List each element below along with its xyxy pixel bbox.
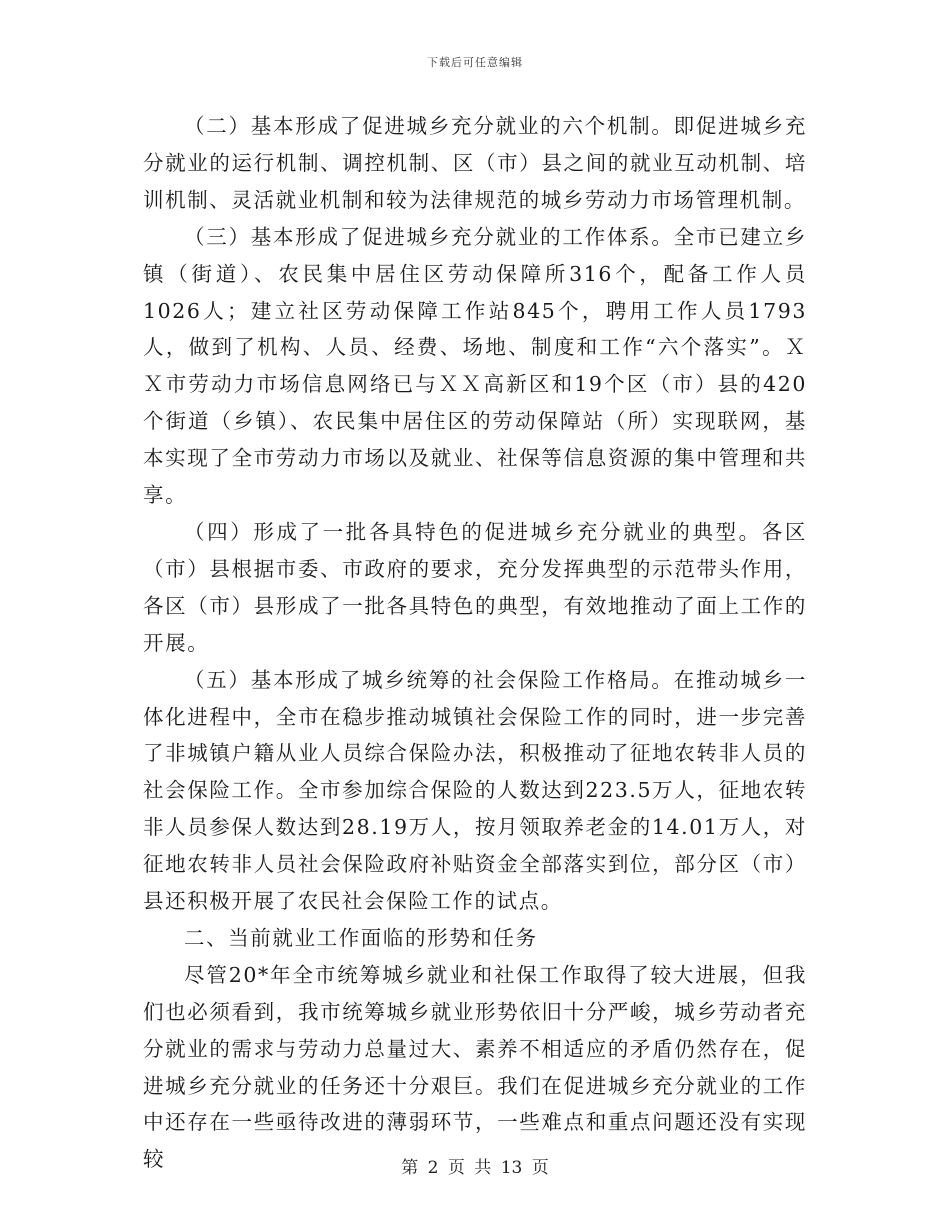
document-body (143, 108, 807, 1178)
paragraph-social-insurance: （五）基本形成了城乡统筹的社会保险工作格局。在推动城乡一体化进程中，全市在稳步推动城镇社会保险工作的同时，进一步完善了非城镇户籍从业人员综合保险办法，积极推动了征地农转非人员的社会保险工作。全市参加综合保险的人数达到223.5万人，征地农转非人员参保人数达到28.19万人，按月领取养老金的14.01万人，对征地农转非人员社会保险政府补贴资金全部落实到位，部分区（市）县还积极开展了农民社会保险工作的试点。 (143, 667, 807, 914)
paragraph-current-situation: 尽管20*年全市统筹城乡就业和社保工作取得了较大进展，但我们也必须看到，我市统筹城乡就业形势依旧十分严峻，城乡劳动者充分就业的需求与劳动力总量过大、素养不相适应的矛盾仍然存在，促进城乡充分就业的任务还十分艰巨。我们在促进城乡充分就业的工作中还存在一些亟待改进的薄弱环节，一些难点和重点问题还没有实现较 (143, 962, 807, 1172)
section-heading: 二、当前就业工作面临的形势和任务 (184, 925, 538, 950)
page-number: 第 2 页 共 13 页 (401, 1158, 549, 1178)
paragraph-mechanisms: （二）基本形成了促进城乡充分就业的六个机制。即促进城乡充分就业的运行机制、调控机制、区（市）县之间的就业互动机制、培训机制、灵活就业机制和较为法律规范的城乡劳动力市场管理机制。 (143, 114, 807, 212)
page-header-note: 下载后可任意编辑 (427, 56, 523, 69)
paragraph-typical-models: （四）形成了一批各具特色的促进城乡充分就业的典型。各区（市）县根据市委、市政府的要求，充分发挥典型的示范带头作用，各区（市）县形成了一批各具特色的典型，有效地推动了面上工作的开展。 (143, 519, 807, 655)
paragraph-work-system: （三）基本形成了促进城乡充分就业的工作体系。全市已建立乡镇（街道）、农民集中居住区劳动保障所316个，配备工作人员1026人；建立社区劳动保障工作站845个，聘用工作人员1793人，做到了机构、人员、经费、场地、制度和工作“六个落实”。ＸＸ市劳动力市场信息网络已与ＸＸ高新区和19个区（市）县的420个街道（乡镇）、农民集中居住区的劳动保障站（所）实现联网，基本实现了全市劳动力市场以及就业、社保等信息资源的集中管理和共享。 (143, 224, 807, 508)
